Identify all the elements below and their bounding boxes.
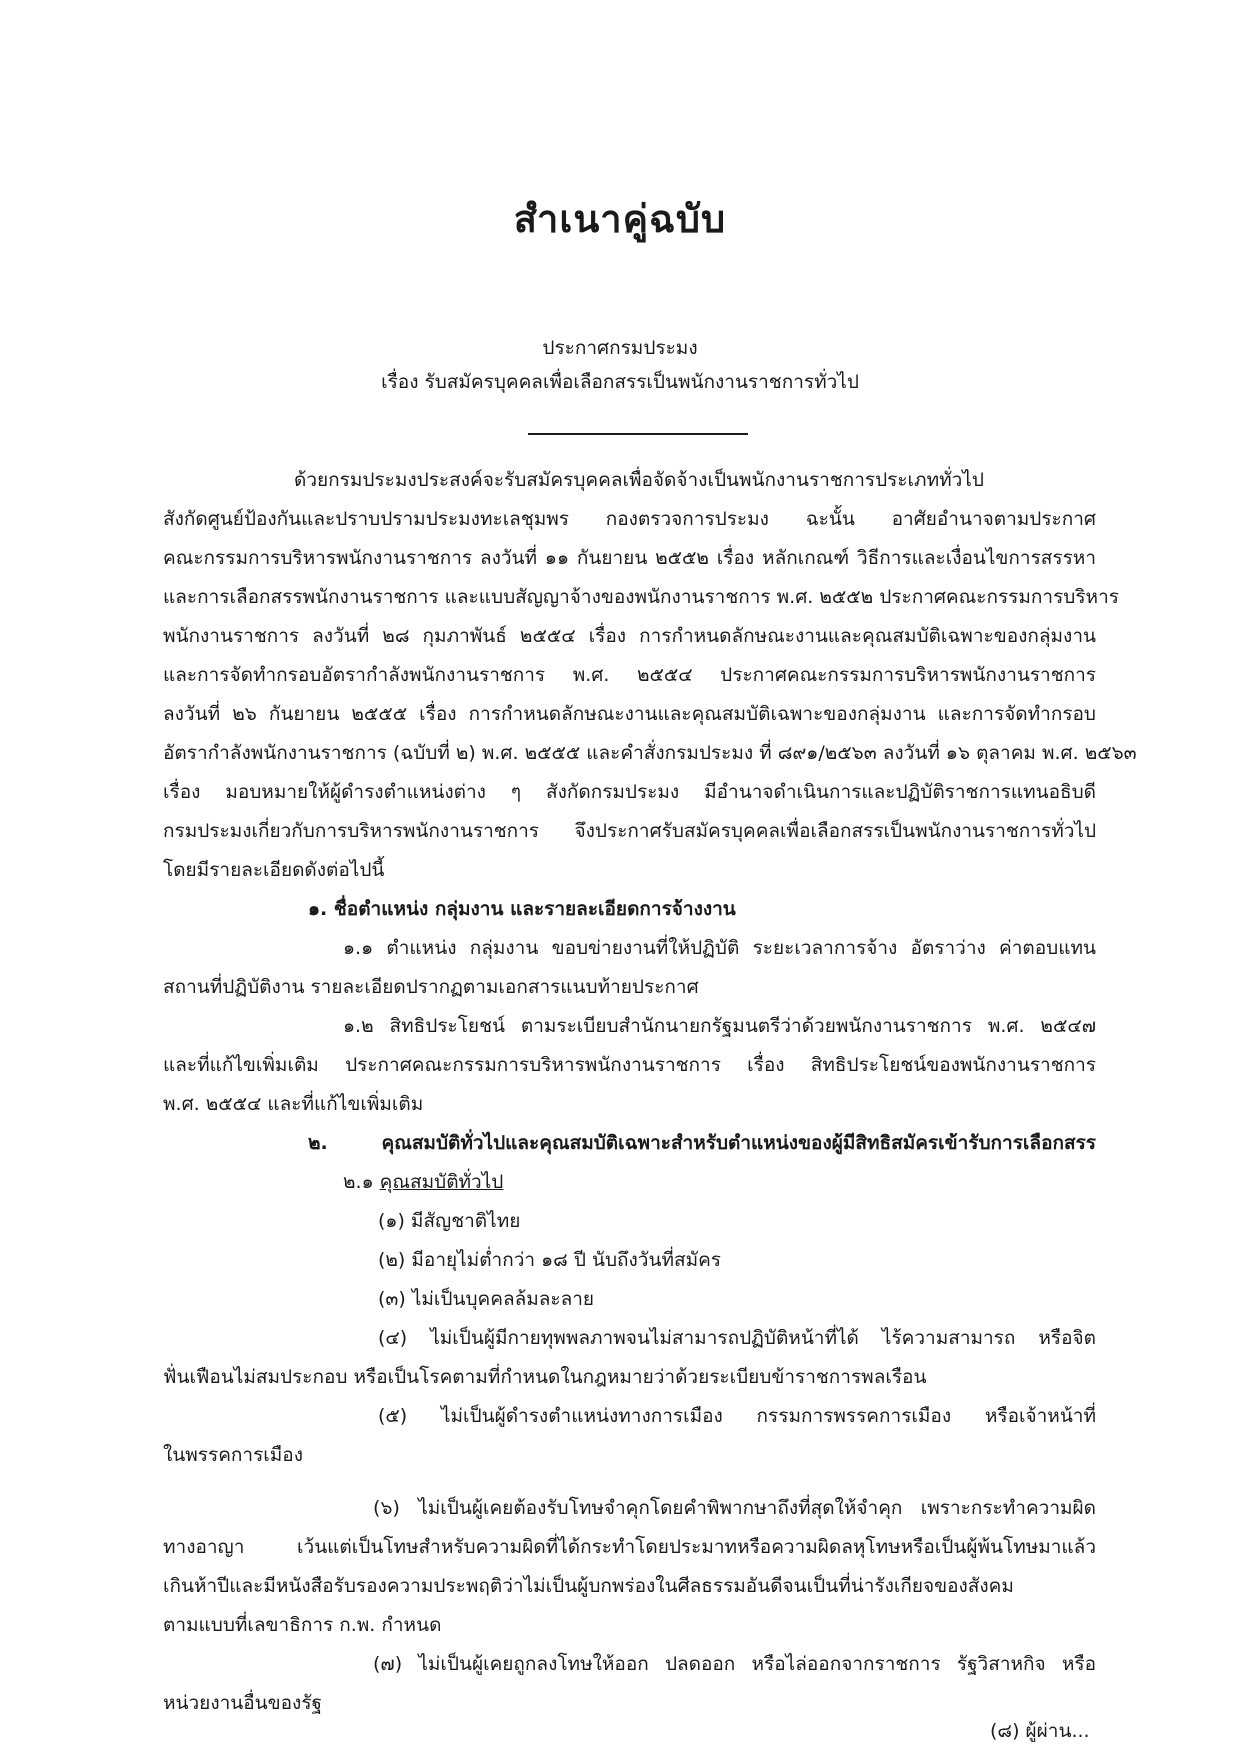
section1-item2-line: พ.ศ. ๒๕๕๔ และที่แก้ไขเพิ่มเติม: [163, 1093, 424, 1115]
subsection-number: ๒.๑: [343, 1171, 374, 1193]
qualification-4-line: (๔) ไม่เป็นผู้มีกายทุพพลภาพจนไม่สามารถปฏิบัติหน้าที่ได้ ไร้ความสามารถ หรือจิต: [378, 1327, 1096, 1349]
preamble-line: พนักงานราชการ ลงวันที่ ๒๘ กุมภาพันธ์ ๒๕๕๔ เรื่อง การกำหนดลักษณะงานและคุณสมบัติเฉพาะของกลุ่มงาน: [163, 625, 1096, 647]
section1-heading: ๑. ชื่อตำแหน่ง กลุ่มงาน และรายละเอียดการจ้างงาน: [308, 898, 736, 920]
section1-item2-line: ๑.๒ สิทธิประโยชน์ ตามระเบียบสำนักนายกรัฐมนตรีว่าด้วยพนักงานราชการ พ.ศ. ๒๕๔๗: [343, 1015, 1096, 1037]
subsection-2-1: [343, 1169, 503, 1195]
section1-item2-line: และที่แก้ไขเพิ่มเติม ประกาศคณะกรรมการบริหารพนักงานราชการ เรื่อง สิทธิประโยชน์ของพนักงานราชการ: [163, 1054, 1096, 1076]
preamble-line: และการจัดทำกรอบอัตรากำลังพนักงานราชการ พ.ศ. ๒๕๕๔ ประกาศคณะกรรมการบริหารพนักงานราชการ: [163, 664, 1096, 686]
preamble-line: และการเลือกสรรพนักงานราชการ และแบบสัญญาจ้างของพนักงานราชการ พ.ศ. ๒๕๕๒ ประกาศคณะกรรมการบริหาร: [163, 586, 1119, 608]
section2-heading: ๒. คุณสมบัติทั่วไปและคุณสมบัติเฉพาะสำหรับตำแหน่งของผู้มีสิทธิสมัครเข้ารับการเลือกสรร: [308, 1132, 1096, 1154]
qualification-7-line: (๗) ไม่เป็นผู้เคยถูกลงโทษให้ออก ปลดออก หรือไล่ออกจากราชการ รัฐวิสาหกิจ หรือ: [373, 1653, 1096, 1675]
preamble-line: กรมประมงเกี่ยวกับการบริหารพนักงานราชการ จึงประกาศรับสมัครบุคคลเพื่อเลือกสรรเป็นพนักงานราชการทั่วไป: [163, 820, 1096, 842]
qualification-5-line: (๕) ไม่เป็นผู้ดำรงตำแหน่งทางการเมือง กรรมการพรรคการเมือง หรือเจ้าหน้าที่: [378, 1405, 1096, 1427]
preamble-line: เรื่อง มอบหมายให้ผู้ดำรงตำแหน่งต่าง ๆ สังกัดกรมประมง มีอำนาจดำเนินการและปฏิบัติราชการแทนอธิบดี: [163, 781, 1096, 803]
preamble-line: ลงวันที่ ๒๖ กันยายน ๒๕๕๕ เรื่อง การกำหนดลักษณะงานและคุณสมบัติเฉพาะของกลุ่มงาน และการจัดทำกรอบ: [163, 703, 1096, 725]
qualification-4-line: ฟั่นเฟือนไม่สมประกอบ หรือเป็นโรคตามที่กำหนดในกฎหมายว่าด้วยระเบียบข้าราชการพลเรือน: [163, 1366, 927, 1388]
preamble-line: คณะกรรมการบริหารพนักงานราชการ ลงวันที่ ๑๑ กันยายน ๒๕๕๒ เรื่อง หลักเกณฑ์ วิธีการและเงื่อนไขการสรรหา: [163, 547, 1096, 569]
qualification-3: (๓) ไม่เป็นบุคคลล้มละลาย: [378, 1288, 595, 1310]
section1-item1-line: สถานที่ปฏิบัติงาน รายละเอียดปรากฏตามเอกสารแนบท้ายประกาศ: [163, 976, 699, 998]
preamble-line: ด้วยกรมประมงประสงค์จะรับสมัครบุคคลเพื่อจัดจ้างเป็นพนักงานราชการประเภททั่วไป: [294, 469, 984, 491]
page-continuation: (๘) ผู้ผ่าน...: [990, 1720, 1090, 1742]
qualification-5-line: ในพรรคการเมือง: [163, 1444, 303, 1466]
subsection-label: คุณสมบัติทั่วไป: [379, 1171, 504, 1193]
copy-stamp: สำเนาคู่ฉบับ: [513, 197, 727, 241]
qualification-1: (๑) มีสัญชาติไทย: [378, 1210, 521, 1232]
qualification-6-line: ตามแบบที่เลขาธิการ ก.พ. กำหนด: [163, 1614, 442, 1636]
qualification-6-line: เกินห้าปีและมีหนังสือรับรองความประพฤติว่าไม่เป็นผู้บกพร่องในศีลธรรมอันดีจนเป็นที่น่ารังเกียจของสังคม: [163, 1575, 1014, 1597]
preamble-line: อัตรากำลังพนักงานราชการ (ฉบับที่ ๒) พ.ศ. ๒๕๕๕ และคำสั่งกรมประมง ที่ ๘๙๑/๒๕๖๓ ลงวันที่ ๑๖ ตุลาคม พ.ศ. ๒๕๖๓: [163, 742, 1137, 764]
announcement-title: ประกาศกรมประมง: [542, 337, 698, 359]
qualification-6-line: (๖) ไม่เป็นผู้เคยต้องรับโทษจำคุกโดยคำพิพากษาถึงที่สุดให้จำคุก เพราะกระทำความผิด: [373, 1497, 1096, 1519]
announcement-subject: เรื่อง รับสมัครบุคคลเพื่อเลือกสรรเป็นพนักงานราชการทั่วไป: [381, 371, 859, 393]
qualification-7-line: หน่วยงานอื่นของรัฐ: [163, 1692, 323, 1714]
preamble-line: สังกัดศูนย์ป้องกันและปราบปรามประมงทะเลชุมพร กองตรวจการประมง ฉะนั้น อาศัยอำนาจตามประกาศ: [163, 508, 1096, 530]
qualification-6-line: ทางอาญา เว้นแต่เป็นโทษสำหรับความผิดที่ได้กระทำโดยประมาทหรือความผิดลหุโทษหรือเป็นผู้พ้นโทษมาแล้ว: [163, 1536, 1096, 1558]
preamble-line: โดยมีรายละเอียดดังต่อไปนี้: [163, 859, 385, 881]
section1-item1-line: ๑.๑ ตำแหน่ง กลุ่มงาน ขอบข่ายงานที่ให้ปฏิบัติ ระยะเวลาการจ้าง อัตราว่าง ค่าตอบแทน: [343, 937, 1096, 959]
qualification-2: (๒) มีอายุไม่ต่ำกว่า ๑๘ ปี นับถึงวันที่สมัคร: [378, 1249, 722, 1271]
title-divider: [528, 433, 748, 435]
